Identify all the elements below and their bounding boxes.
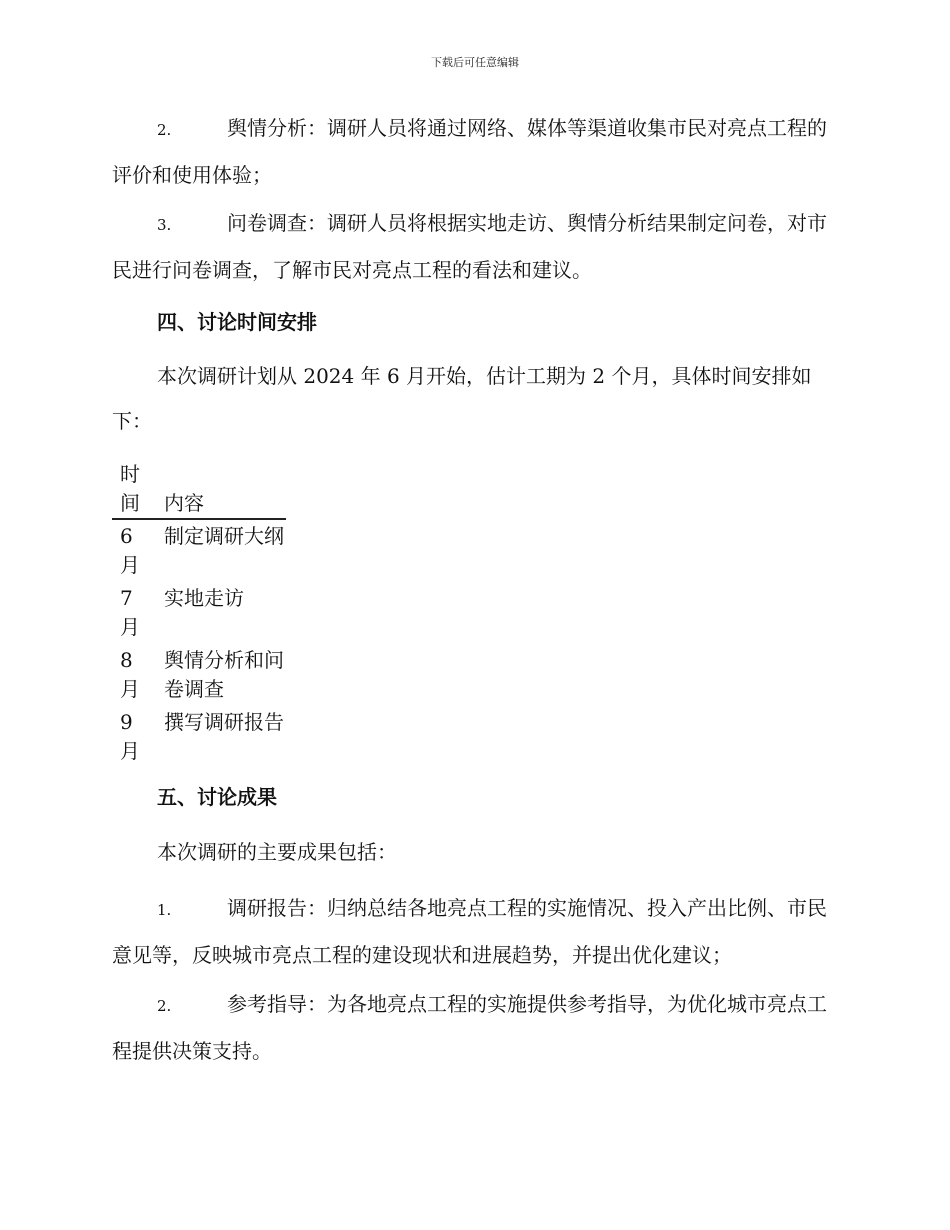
table-row	[112, 582, 286, 644]
item-number: 1.	[157, 901, 172, 919]
table-row	[112, 519, 286, 582]
paragraph	[112, 354, 832, 444]
page-header: 下载后可任意编辑	[431, 56, 519, 69]
table-cell: 7月	[120, 586, 140, 639]
paragraph-text: 本次调研的主要成果包括：	[157, 840, 397, 864]
section-heading: 五、讨论成果	[157, 785, 277, 809]
table-row	[112, 706, 286, 768]
column-header: 时间	[112, 458, 148, 519]
section-heading: 四、讨论时间安排	[157, 310, 317, 334]
item-number: 2.	[157, 997, 172, 1015]
item-text: 舆情分析：调研人员将通过网络、媒体等渠道收集市民对亮点工程的评价和使用体验；	[112, 116, 827, 187]
column-header: 内容	[148, 458, 286, 519]
list-item	[112, 201, 832, 293]
table-cell: 舆情分析和问卷调查	[164, 648, 284, 701]
list-item	[112, 106, 832, 198]
table-cell: 9月	[120, 710, 140, 763]
table-cell: 实地走访	[164, 586, 244, 610]
table-cell: 6月	[120, 524, 140, 577]
item-text: 问卷调查：调研人员将根据实地走访、舆情分析结果制定问卷，对市民进行问卷调查，了解市民对亮点工程的看法和建议。	[112, 211, 827, 282]
table-row	[112, 644, 286, 706]
schedule-table	[112, 458, 286, 768]
item-text: 参考指导：为各地亮点工程的实施提供参考指导，为优化城市亮点工程提供决策支持。	[112, 992, 827, 1063]
item-number: 2.	[157, 121, 172, 139]
list-item	[112, 982, 832, 1074]
item-text: 调研报告：归纳总结各地亮点工程的实施情况、投入产出比例、市民意见等，反映城市亮点工程的建设现状和进展趋势，并提出优化建议；	[112, 896, 827, 967]
item-number: 3.	[157, 216, 172, 234]
table-cell: 撰写调研报告	[164, 710, 284, 734]
table-cell: 8月	[120, 648, 140, 701]
paragraph-text: 本次调研计划从 2024 年 6 月开始，估计工期为 2 个月，具体时间安排如下：	[112, 364, 812, 433]
table-cell: 制定调研大纲	[164, 524, 284, 548]
list-item	[112, 886, 832, 978]
table-header-row	[112, 458, 286, 519]
paragraph	[112, 830, 832, 875]
